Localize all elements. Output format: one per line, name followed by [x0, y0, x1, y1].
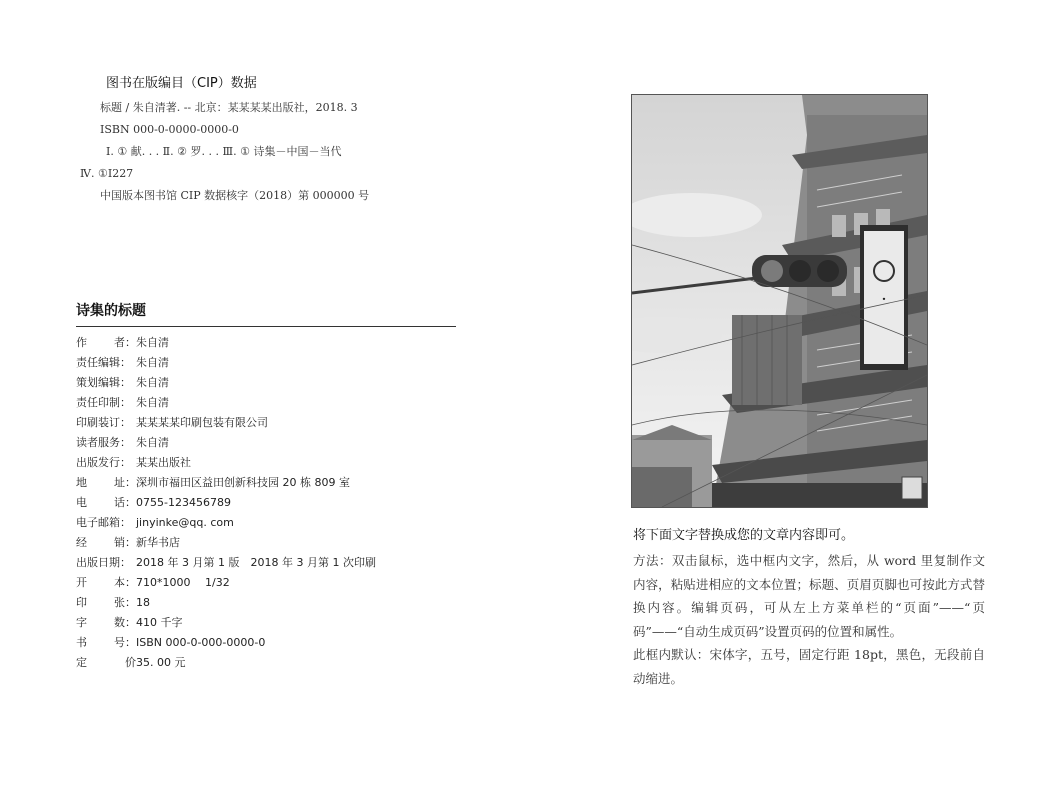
book-info-row [76, 573, 456, 593]
cip-title: 图书在版编目（CIP）数据 [106, 76, 257, 91]
book-info-label [76, 593, 136, 613]
book-info-label-part: 责任印制： [76, 396, 131, 409]
book-info-label [76, 633, 136, 653]
street-photo [631, 94, 928, 508]
book-info-label-part: 书 [76, 636, 87, 649]
book-info-label [76, 353, 136, 373]
book-info-row [76, 633, 456, 653]
book-info-row [76, 433, 456, 453]
book-info-label-part: 策划编辑： [76, 376, 131, 389]
book-info-label-part: 责任编辑： [76, 356, 131, 369]
book-info-label-part: 址： [114, 476, 136, 489]
book-info-row [76, 553, 456, 573]
book-info-label-part: 电 [76, 496, 87, 509]
book-info-value: 710*1000 1/32 [136, 576, 230, 589]
book-info-label-part: 出版日期： [76, 556, 131, 569]
book-info-label-part: 张： [114, 596, 136, 609]
notes-paragraph-default: 此框内默认：宋体字，五号，固定行距 18pt，黑色，无段前自动缩进。 [633, 647, 985, 686]
cip-line: 中国版本图书馆 CIP 数据核字（2018）第 000000 号 [100, 189, 370, 202]
book-info-row [76, 373, 456, 393]
book-info-label [76, 573, 136, 593]
notes-title: 将下面文字替换成您的文章内容即可。 [633, 528, 855, 543]
book-info-label-part: 印刷装订： [76, 416, 131, 429]
cip-line: ISBN 000-0-0000-0000-0 [100, 123, 239, 136]
book-info-value: 35. 00 元 [136, 656, 186, 669]
book-info-label [76, 653, 136, 673]
svg-text:·: · [881, 289, 887, 310]
book-info-row [76, 533, 456, 553]
book-info-label [76, 373, 136, 393]
book-info-label-part: 印 [76, 596, 87, 609]
book-info-value: 朱自清 [136, 396, 169, 409]
cip-line: 标题 / 朱自清著. -- 北京：某某某某出版社，2018. 3 [100, 101, 358, 114]
book-info-row [76, 593, 456, 613]
book-info-label-part: 读者服务： [76, 436, 131, 449]
book-info-label [76, 413, 136, 433]
cip-line: Ⅳ. ①I227 [80, 167, 134, 180]
book-info-value: 410 千字 [136, 616, 183, 629]
book-info-label-part: 数： [114, 616, 136, 629]
book-info-row [76, 653, 456, 673]
book-info-value: 某某出版社 [136, 456, 191, 469]
book-info-label-part: 本： [114, 576, 136, 589]
book-info-rows [76, 333, 456, 673]
book-info-label-part: 价 [125, 656, 136, 669]
book-info-label [76, 433, 136, 453]
book-info-value: 某某某某印刷包装有限公司 [136, 416, 268, 429]
book-info-label-part: 地 [76, 476, 87, 489]
book-info-value: 朱自清 [136, 436, 169, 449]
book-info-label-part: 作 [76, 336, 87, 349]
book-info-label [76, 613, 136, 633]
book-info-label [76, 493, 136, 513]
book-info-label-part: 出版发行： [76, 456, 131, 469]
book-info-value: ISBN 000-0-000-0000-0 [136, 636, 266, 649]
book-info-label-part: 电子邮箱： [76, 516, 131, 529]
book-info-label [76, 533, 136, 553]
book-info-label-part: 话： [114, 496, 136, 509]
book-info-label [76, 393, 136, 413]
book-info-label-part: 定 [76, 656, 87, 669]
book-info-row [76, 493, 456, 513]
book-info-label-part: 销： [114, 536, 136, 549]
book-info-value: 深圳市福田区益田创新科技园 20 栋 809 室 [136, 476, 350, 489]
book-info-value: 新华书店 [136, 536, 180, 549]
book-info-label-part: 开 [76, 576, 87, 589]
book-info-value: 朱自清 [136, 336, 169, 349]
book-info-value: 2018 年 3 月第 1 版 2018 年 3 月第 1 次印刷 [136, 556, 376, 569]
book-info-row [76, 613, 456, 633]
book-info-label-part: 经 [76, 536, 87, 549]
book-info-value: 朱自清 [136, 376, 169, 389]
book-info-label-part: 号： [114, 636, 136, 649]
book-title: 诗集的标题 [76, 300, 456, 327]
book-info-row [76, 353, 456, 373]
book-info-row [76, 513, 456, 533]
book-info [76, 300, 456, 673]
book-info-label [76, 333, 136, 353]
book-info-row [76, 393, 456, 413]
book-info-value: 朱自清 [136, 356, 169, 369]
book-info-value: jinyinke@qq. com [136, 516, 234, 529]
book-info-row [76, 413, 456, 433]
cip-line: Ⅰ. ① 献. . . Ⅱ. ② 罗. . . Ⅲ. ① 诗集－中国－当代 [106, 145, 342, 158]
book-info-row [76, 453, 456, 473]
book-info-row [76, 473, 456, 493]
notes-block [633, 524, 985, 690]
cip-block [80, 72, 420, 207]
book-info-row [76, 333, 456, 353]
book-info-label-part: 者： [114, 336, 136, 349]
notes-paragraph-method: 方法：双击鼠标，选中框内文字，然后，从 word 里复制作文内容，粘贴进相应的文本位置；标题、页眉页脚也可按此方式替换内容。编辑页码，可从左上方菜单栏的“页面”——“页码”——“自动生成页码”设置页码的位置和属性。 [633, 553, 985, 639]
book-info-label [76, 453, 136, 473]
book-info-label [76, 513, 136, 533]
book-info-value: 18 [136, 596, 150, 609]
book-info-value: 0755-123456789 [136, 496, 231, 509]
book-info-label [76, 473, 136, 493]
book-info-label-part: 字 [76, 616, 87, 629]
book-info-label [76, 553, 136, 573]
street-photo-image [632, 95, 927, 507]
